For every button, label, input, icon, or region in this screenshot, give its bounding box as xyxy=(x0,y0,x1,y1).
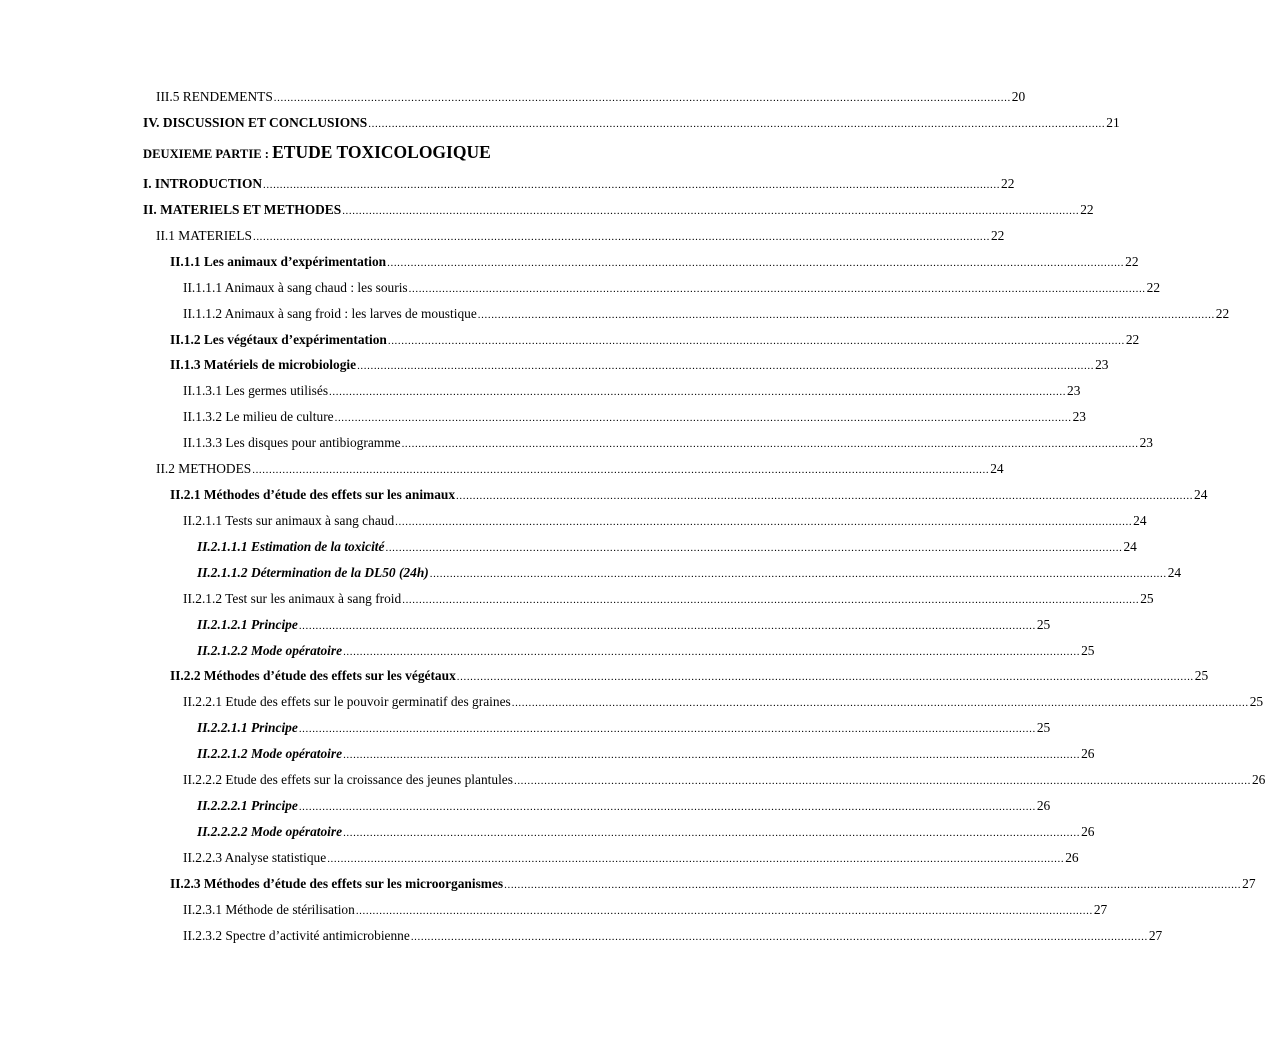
toc-entry-page: 20 xyxy=(1011,89,1026,104)
toc-entry-page: 26 xyxy=(1081,824,1095,839)
toc-entry[interactable] xyxy=(183,435,1153,452)
toc-entry[interactable] xyxy=(143,115,1120,132)
toc-leader-dots: ............................................................................................................................................................................................................................ xyxy=(263,179,1001,191)
toc-entry-page: 25 xyxy=(1249,694,1264,710)
toc-entry-title: I. INTRODUCTION xyxy=(143,176,263,191)
toc-entry-page: 27 xyxy=(1093,901,1108,917)
toc-entry-page: 24 xyxy=(990,461,1004,477)
toc-entry[interactable] xyxy=(183,279,1161,297)
toc-entry-title: II. MATERIELS ET METHODES xyxy=(143,201,342,217)
part-heading-title: ETUDE TOXICOLOGIQUE xyxy=(272,142,491,162)
toc-entry[interactable] xyxy=(183,305,1230,323)
toc-entry-title: II.1.1.1 Animaux à sang chaud : les souris xyxy=(183,279,408,295)
toc-entry-page: 25 xyxy=(1036,616,1051,632)
toc-leader-dots: ............................................................................................................................................................................................................................ xyxy=(387,334,1125,347)
toc-entry-page: 24 xyxy=(1133,512,1147,528)
toc-leader-dots: ............................................................................................................................................................................................................................ xyxy=(456,671,1194,684)
toc-entry[interactable] xyxy=(156,227,1005,245)
toc-entry[interactable] xyxy=(143,201,1094,219)
toc-entry-title: II.1.3.2 Le milieu de culture xyxy=(183,409,334,425)
toc-leader-dots: ............................................................................................................................................................................................................................ xyxy=(385,541,1123,554)
toc-entry-page: 22 xyxy=(1215,305,1230,321)
toc-leader-dots: ............................................................................................................................................................................................................................ xyxy=(343,645,1081,658)
toc-entry-title: II.2.3.2 Spectre d’activité antimicrobienne xyxy=(183,927,410,943)
toc-leader-dots: ............................................................................................................................................................................................................................ xyxy=(456,490,1194,503)
toc-entry[interactable] xyxy=(143,176,1015,193)
toc-leader-dots: ............................................................................................................................................................................................................................ xyxy=(357,360,1095,373)
toc-entry-page: 22 xyxy=(1125,331,1140,347)
toc-leader-dots: ............................................................................................................................................................................................................................ xyxy=(343,749,1081,762)
toc-entry-title: II.2.2.2 Etude des effets sur la croissance des jeunes plantules xyxy=(183,772,513,788)
toc-entry[interactable] xyxy=(197,824,1095,841)
toc-entry[interactable] xyxy=(170,253,1139,271)
toc-leader-dots: ............................................................................................................................................................................................................................ xyxy=(298,801,1036,814)
toc-entry-title: II.1.2 Les végétaux d’expérimentation xyxy=(170,331,387,347)
toc-entry-page: 22 xyxy=(990,227,1005,243)
toc-entry-page: 24 xyxy=(1194,487,1208,503)
toc-leader-dots: ............................................................................................................................................................................................................................ xyxy=(342,204,1080,217)
toc-entry-page: 27 xyxy=(1148,927,1163,943)
toc-entry-title: II.1.3.1 Les germes utilisés xyxy=(183,383,329,399)
toc-entry-title: II.2.1.1.2 Détermination de la DL50 (24h) xyxy=(197,564,429,580)
toc-entry[interactable] xyxy=(197,720,1051,737)
toc-entry-page: 23 xyxy=(1095,357,1109,373)
toc-entry-page: 22 xyxy=(1125,253,1139,269)
toc-leader-dots: ............................................................................................................................................................................................................................ xyxy=(410,930,1148,943)
toc-entry-title: II.2.3.1 Méthode de stérilisation xyxy=(183,901,355,917)
part-heading xyxy=(143,142,491,163)
toc-entry-page: 27 xyxy=(1242,875,1256,891)
toc-leader-dots: ............................................................................................................................................................................................................................ xyxy=(368,118,1106,130)
toc-entry[interactable] xyxy=(156,461,1004,478)
toc-entry-page: 26 xyxy=(1065,849,1079,865)
toc-leader-dots: ............................................................................................................................................................................................................................ xyxy=(273,92,1011,104)
toc-entry-title: II.2.1.2 Test sur les animaux à sang froid xyxy=(183,590,402,606)
part-heading-prefix: DEUXIEME PARTIE : xyxy=(143,147,273,161)
toc-leader-dots: ............................................................................................................................................................................................................................ xyxy=(477,308,1215,321)
toc-entry-title: II.1.1.2 Animaux à sang froid : les larves de moustique xyxy=(183,305,477,321)
toc-leader-dots: ............................................................................................................................................................................................................................ xyxy=(511,697,1249,710)
toc-entry-page: 25 xyxy=(1036,720,1051,736)
toc-entry-page: 22 xyxy=(1080,201,1094,217)
toc-entry[interactable] xyxy=(183,849,1079,867)
toc-entry[interactable] xyxy=(183,409,1086,426)
toc-leader-dots: ............................................................................................................................................................................................................................ xyxy=(329,386,1067,399)
toc-leader-dots: ............................................................................................................................................................................................................................ xyxy=(334,412,1072,425)
toc-entry[interactable] xyxy=(197,538,1137,556)
toc-entry[interactable] xyxy=(197,642,1095,660)
toc-entry[interactable] xyxy=(183,512,1147,530)
toc-entry[interactable] xyxy=(156,89,1026,106)
toc-leader-dots: ............................................................................................................................................................................................................................ xyxy=(298,723,1036,736)
toc-entry-title: IV. DISCUSSION ET CONCLUSIONS xyxy=(143,115,368,130)
toc-entry-title: II.2.2.2.1 Principe xyxy=(197,798,298,814)
toc-entry[interactable] xyxy=(183,383,1081,400)
toc-entry-title: II.2.1.2.1 Principe xyxy=(197,616,298,632)
toc-entry-page: 22 xyxy=(1146,279,1161,295)
toc-leader-dots: ............................................................................................................................................................................................................................ xyxy=(327,852,1065,865)
toc-entry-title: II.2.3 Méthodes d’étude des effets sur les microorganismes xyxy=(170,875,504,891)
toc-entry[interactable] xyxy=(170,331,1140,349)
toc-entry-page: 26 xyxy=(1081,746,1095,762)
toc-entry-page: 23 xyxy=(1067,383,1081,399)
toc-entry-title: II.2.1 Méthodes d’étude des effets sur les animaux xyxy=(170,487,456,503)
toc-entry-page: 25 xyxy=(1194,668,1209,684)
toc-entry-title: II.1 MATERIELS xyxy=(156,227,252,243)
toc-leader-dots: ............................................................................................................................................................................................................................ xyxy=(343,827,1081,839)
toc-entry-title: III.5 RENDEMENTS xyxy=(156,89,273,104)
toc-entry[interactable] xyxy=(197,746,1095,763)
toc-leader-dots: ............................................................................................................................................................................................................................ xyxy=(252,230,990,243)
toc-leader-dots: ............................................................................................................................................................................................................................ xyxy=(429,567,1167,580)
toc-entry-page: 26 xyxy=(1036,798,1051,814)
toc-entry[interactable] xyxy=(183,694,1264,711)
toc-leader-dots: ............................................................................................................................................................................................................................ xyxy=(402,593,1140,606)
toc-entry-page: 21 xyxy=(1106,115,1120,130)
toc-entry-title: II.1.1 Les animaux d’expérimentation xyxy=(170,253,387,269)
toc-entry-title: II.2.1.2.2 Mode opératoire xyxy=(197,642,343,658)
toc-entry-page: 22 xyxy=(1001,176,1015,191)
toc-entry-title: II.2.2.1.1 Principe xyxy=(197,720,298,736)
toc-entry[interactable] xyxy=(197,564,1182,582)
toc-entry-page: 26 xyxy=(1251,772,1265,788)
toc-entry-title: II.1.3.3 Les disques pour antibiogramme xyxy=(183,435,401,451)
toc-entry[interactable] xyxy=(183,901,1108,919)
toc-entry-title: II.1.3 Matériels de microbiologie xyxy=(170,357,357,373)
toc-leader-dots: ............................................................................................................................................................................................................................ xyxy=(513,775,1251,788)
toc-entry-title: II.2.2.1.2 Mode opératoire xyxy=(197,746,343,762)
toc-leader-dots: ............................................................................................................................................................................................................................ xyxy=(387,256,1125,269)
toc-entry-page: 23 xyxy=(1139,435,1153,451)
toc-entry-page: 25 xyxy=(1081,642,1095,658)
toc-entry-title: II.2.2.2.2 Mode opératoire xyxy=(197,824,343,839)
toc-entry-page: 23 xyxy=(1072,409,1086,425)
toc-leader-dots: ............................................................................................................................................................................................................................ xyxy=(298,619,1036,632)
toc-entry[interactable] xyxy=(170,875,1256,893)
toc-leader-dots: ............................................................................................................................................................................................................................ xyxy=(408,282,1146,295)
toc-leader-dots: ............................................................................................................................................................................................................................ xyxy=(252,464,990,477)
toc-leader-dots: ............................................................................................................................................................................................................................ xyxy=(395,515,1133,528)
toc-leader-dots: ............................................................................................................................................................................................................................ xyxy=(401,438,1139,451)
toc-entry[interactable] xyxy=(197,616,1051,634)
toc-entry[interactable] xyxy=(183,927,1163,945)
toc-leader-dots: ............................................................................................................................................................................................................................ xyxy=(504,878,1242,891)
toc-entry[interactable] xyxy=(170,487,1208,504)
toc-entry[interactable] xyxy=(197,798,1051,815)
toc-entry-title: II.2.1.1.1 Estimation de la toxicité xyxy=(197,538,385,554)
toc-entry-page: 25 xyxy=(1140,590,1154,606)
toc-entry-title: II.2.1.1 Tests sur animaux à sang chaud xyxy=(183,512,395,528)
toc-leader-dots: ............................................................................................................................................................................................................................ xyxy=(355,904,1093,917)
toc-entry-title: II.2.2.1 Etude des effets sur le pouvoir germinatif des graines xyxy=(183,694,511,710)
toc-entry[interactable] xyxy=(183,772,1265,789)
toc-entry[interactable] xyxy=(170,668,1209,685)
toc-entry[interactable] xyxy=(170,357,1109,374)
toc-entry-page: 24 xyxy=(1123,538,1137,554)
toc-entry-title: II.2.2.3 Analyse statistique xyxy=(183,849,327,865)
toc-entry[interactable] xyxy=(183,590,1154,608)
toc-entry-title: II.2 METHODES xyxy=(156,461,252,477)
toc-entry-title: II.2.2 Méthodes d’étude des effets sur les végétaux xyxy=(170,668,456,684)
toc-entry-page: 24 xyxy=(1167,564,1182,580)
